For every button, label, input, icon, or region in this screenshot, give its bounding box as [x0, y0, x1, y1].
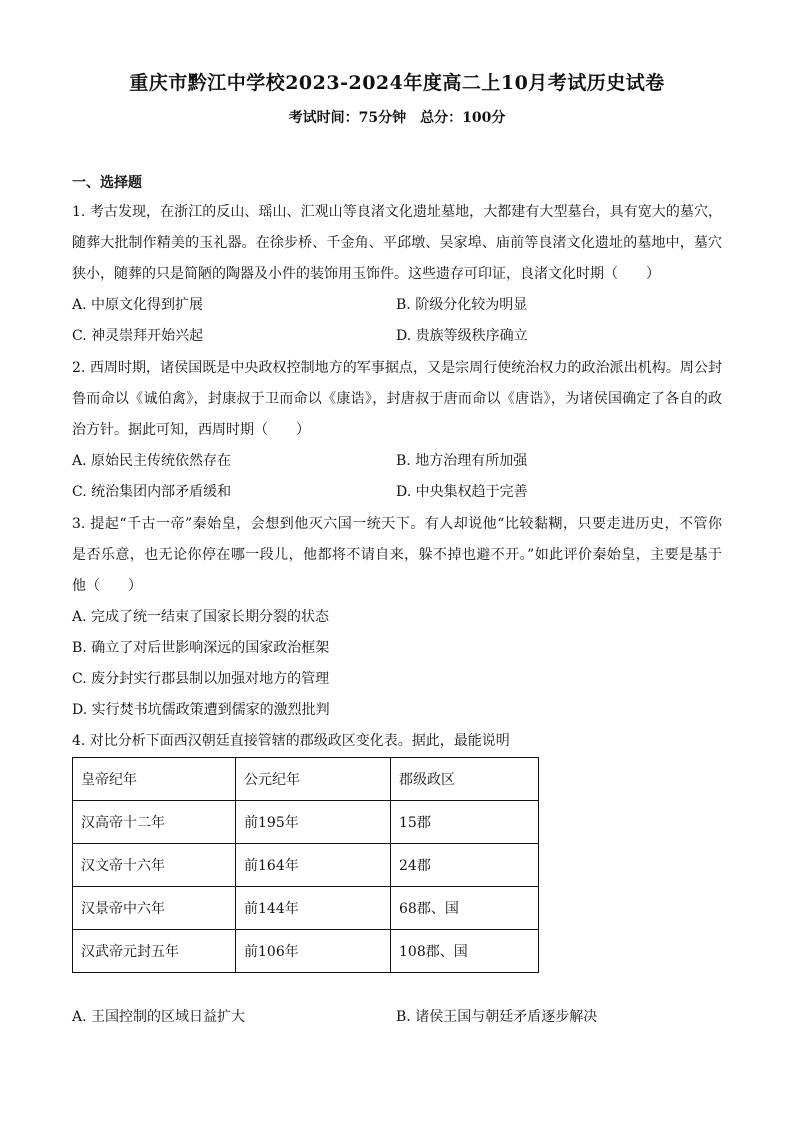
table-row: [73, 801, 539, 844]
table-cell: 前106年: [236, 930, 391, 973]
q3-option-c: C. 废分封实行郡县制以加强对地方的管理: [72, 671, 330, 687]
table-cell: 汉文帝十六年: [73, 844, 236, 887]
q2-option-a: A. 原始民主传统依然存在: [72, 453, 232, 469]
table-cell: 前144年: [236, 887, 391, 930]
q3-line-2: 是否乐意，也无论你停在哪一段儿，他都将不请自来，躲不掉也避不开。”如此评价秦始皇，主要是基于: [72, 547, 722, 563]
table-cell: 68郡、国: [391, 887, 539, 930]
table-header-cell: 郡级政区: [391, 758, 539, 801]
table-row: [73, 887, 539, 930]
table-cell: 108郡、国: [391, 930, 539, 973]
q4-option-b: B. 诸侯王国与朝廷矛盾逐步解决: [396, 1009, 598, 1025]
table-cell: 汉高帝十二年: [73, 801, 236, 844]
q2-line-1: 2. 西周时期，诸侯国既是中央政权控制地方的军事据点，又是宗周行使统治权力的政治派出机构。周公封: [72, 360, 722, 376]
q1-option-d: D. 贵族等级秩序确立: [396, 328, 528, 344]
table-cell: 汉景帝中六年: [73, 887, 236, 930]
q2-line-3: 治方针。据此可知，西周时期（ ）: [72, 422, 310, 438]
table-row: [73, 844, 539, 887]
q4-option-a: A. 王国控制的区域日益扩大: [72, 1009, 246, 1025]
table-cell: 24郡: [391, 844, 539, 887]
table-header-cell: 皇帝纪年: [73, 758, 236, 801]
q2-line-2: 鲁而命以《诚伯禽》，封康叔于卫而命以《康诰》，封唐叔于唐而命以《唐诰》，为诸侯国确定了各自的政: [72, 391, 722, 407]
q1-option-b: B. 阶级分化较为明显: [396, 297, 528, 313]
table-header-row: [73, 758, 539, 801]
table-header-cell: 公元纪年: [236, 758, 391, 801]
exam-subtitle: 考试时间：75分钟 总分：100分: [288, 110, 506, 126]
table-row: [73, 930, 539, 973]
q1-line-2: 随葬大批制作精美的玉礼器。在徐步桥、千金角、平邱墩、吴家埠、庙前等良渚文化遗址的墓地中，墓穴: [72, 235, 722, 251]
q1-option-c: C. 神灵崇拜开始兴起: [72, 328, 204, 344]
table-cell: 汉武帝元封五年: [73, 930, 236, 973]
q2-option-b: B. 地方治理有所加强: [396, 453, 528, 469]
q1-option-a: A. 中原文化得到扩展: [72, 297, 204, 313]
prefecture-table: [72, 757, 539, 973]
q3-line-1: 3. 提起“千古一帝”秦始皇，会想到他灭六国一统天下。有人却说他“比较黏糊，只要走进历史，不管你: [72, 516, 722, 532]
q2-option-c: C. 统治集团内部矛盾缓和: [72, 484, 232, 500]
q3-option-d: D. 实行焚书坑儒政策遭到儒家的激烈批判: [72, 702, 330, 718]
exam-title: 重庆市黔江中学校2023-2024年度高二上10月考试历史试卷: [129, 72, 665, 94]
q3-option-a: A. 完成了统一结束了国家长期分裂的状态: [72, 609, 330, 625]
table-cell: 前195年: [236, 801, 391, 844]
q3-option-b: B. 确立了对后世影响深远的国家政治框架: [72, 640, 330, 656]
q3-line-3: 他（ ）: [72, 578, 142, 594]
q4-stem: 4. 对比分析下面西汉朝廷直接管辖的郡级政区变化表。据此，最能说明: [72, 733, 510, 749]
table-cell: 前164年: [236, 844, 391, 887]
q1-line-3: 狭小，随葬的只是简陋的陶器及小件的装饰用玉饰件。这些遗存可印证，良渚文化时期（ ）: [72, 266, 660, 282]
section-heading: 一、选择题: [72, 175, 142, 191]
q1-line-1: 1. 考古发现，在浙江的反山、瑶山、汇观山等良渚文化遗址墓地，大都建有大型墓台，具有宽大的墓穴，: [72, 204, 722, 220]
table-cell: 15郡: [391, 801, 539, 844]
q2-option-d: D. 中央集权趋于完善: [396, 484, 528, 500]
